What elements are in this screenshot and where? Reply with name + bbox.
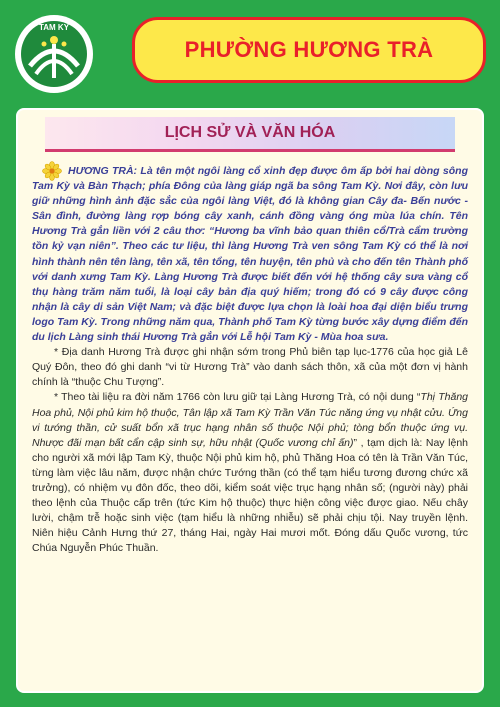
- ward-banner: [132, 17, 486, 83]
- paragraph-text: * Địa danh Hương Trà được ghi nhận sớm trong Phủ biên tạp lục-1776 của học giả Lê Quý Đôn, theo đó ghi danh “vi từ Hương Trà” vào danh sách thôn, xã của một đơn vị hành chính là “thuộc Chu Tượng”.: [32, 346, 468, 389]
- content-panel: [16, 108, 484, 693]
- tam-ky-emblem-icon: [14, 14, 94, 94]
- article-body: [32, 164, 468, 556]
- paragraph-le-quy-don: [32, 345, 468, 390]
- paragraph-lead: * Theo tài liệu ra đời năm 1766 còn lưu giữ tại Làng Hương Trà, có nội dung “: [54, 391, 421, 404]
- tam-ky-logo: [14, 14, 94, 94]
- intro-paragraph: [32, 164, 468, 345]
- flower-icon: [42, 161, 62, 181]
- paragraph-document-1766: [32, 390, 468, 556]
- section-header: [45, 117, 455, 152]
- section-title: LỊCH SỬ VÀ VĂN HÓA: [164, 124, 336, 141]
- ward-title: PHƯỜNG HƯƠNG TRÀ: [184, 37, 434, 62]
- paragraph-tail: ” , tạm dịch là: Nay lệnh cho người xã mới lập Tam Kỳ, thuộc Nội phủ kim hộ, phủ Thăng Hoa có tên là Trần Văn Túc, từng làm việc lâu năm, được nhận chức Tướng thần (có thể tạm hiểu tương đương chức xã trưởng), có nhiệm vụ đôn đốc, theo dõi, kiểm soát việc trục hạng nhân số; (người này) phải theo lệnh của Thuộc cấp trên (tức Kim hộ thuộc) thực hiện công việc được giao. Nếu chây lười, chậm trễ hoặc sinh việc (tạm hiểu là những nhiễu) sẽ phải chịu tội. Nay truyền lệnh. Niên hiệu Cảnh Hưng thứ 27, tháng Hai, ngày Hai mươi mốt. Đóng dấu Quốc vương, tức Chúa Nguyễn Phúc Thuần.: [32, 436, 469, 555]
- logo-text: TAM KỲ: [38, 23, 70, 32]
- paragraph-quote: Thị Thăng Hoa phủ, Nội phủ kim hộ thuộc, Tân lập xã Tam Kỳ Trần Văn Túc năng ứng vụ nhật cửu. Ứng vi tướng thần, cử suất bổn xã trục hạng nhân số thuộc Nội phủ; tòng bổn thuộc ứng vụ. Nhược đãi mạn bất cẩn cập sinh sự, hữu nhật (Quốc vương chỉ ấn): [32, 391, 469, 449]
- intro-text: HƯƠNG TRÀ: Là tên một ngôi làng cổ xinh đẹp được ôm ấp bởi hai dòng sông Tam Kỳ và Bàn Thạch; phía Đông của làng giáp ngã ba sông Tam Kỳ. Nơi đây, còn lưu giữ những hình ảnh đặc sắc của ngôi làng Việt, đó là không gian Cây đa- Bến nước - Sân đình, đường làng rợp bóng cây xanh, cánh đồng vàng óng mùa lúa chín. Tên Hương Trà gắn liền với 2 câu thơ: “Hương ba vĩnh bảo quan thiên cổ/Trà cẩm trường tồn kỷ vạn niên”. Theo các tư liệu, thì làng Hương Trà ven sông Tam Kỳ có thể là nơi hình thành nên tên làng, tên xã, tên tổng, tên huyện, tên phủ và cho đến tên Thành phố với danh xưng Tam Kỳ. Làng Hương Trà được biết đến với hệ thống cây sưa vàng cổ thụ hàng trăm năm tuổi, là loại cây bản địa quý hiếm; trong đó có 9 cây được công nhận là cây di sản Việt Nam; và đặc biệt được lựa chọn là loài hoa đại diện biểu trưng logo Tam Kỳ. Trong những năm qua, Thành phố Tam Kỳ từng bước xây dựng điểm đến du lịch Làng sinh thái Hương Trà gắn với Lễ hội Tam Kỳ - Mùa hoa sưa.: [32, 165, 468, 344]
